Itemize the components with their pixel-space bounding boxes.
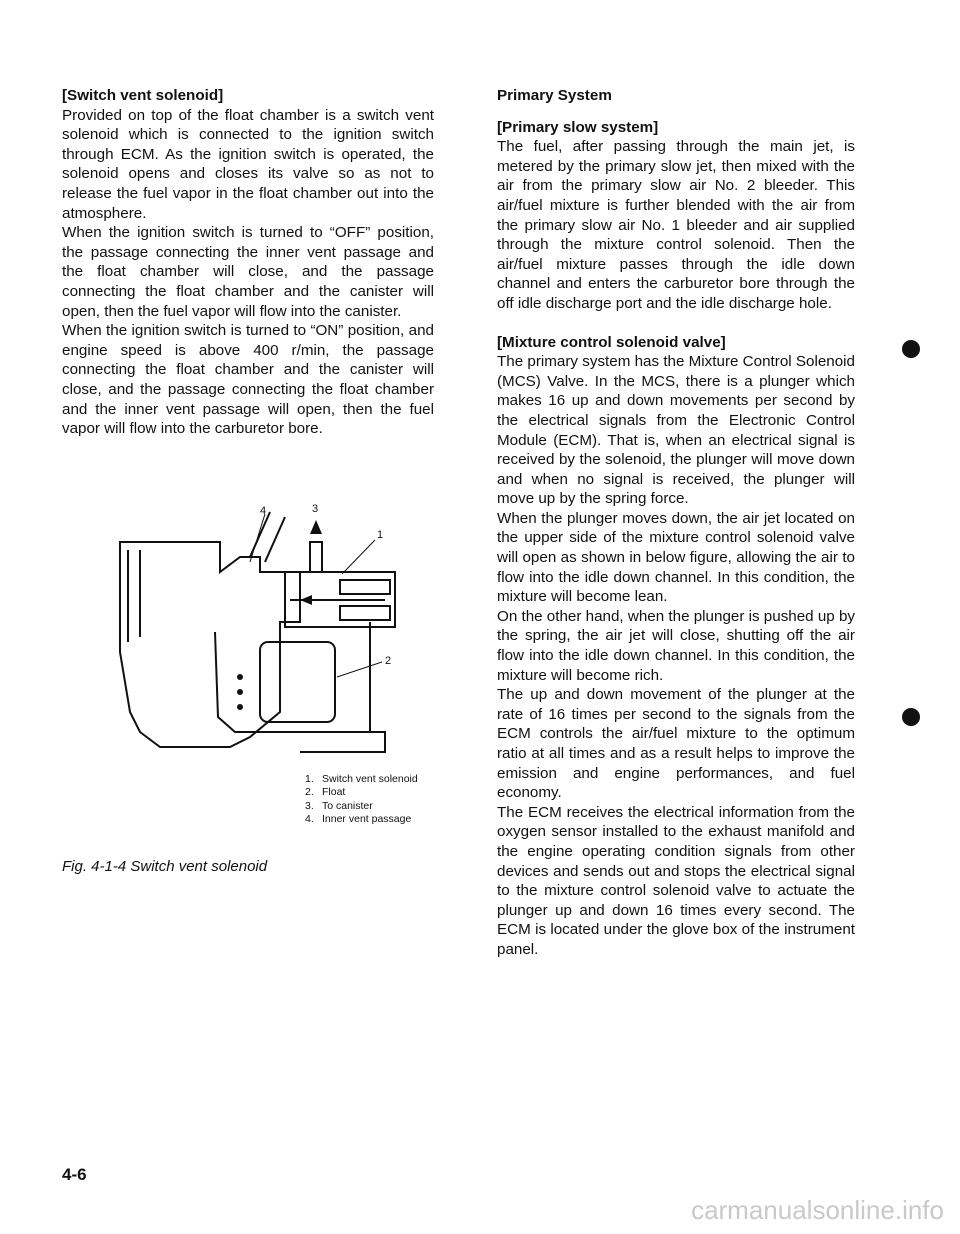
solenoid-coil-lower — [340, 606, 390, 620]
switch-vent-paragraph-2: When the ignition switch is turned to “OFF” position, the passage connecting the inner vent passage and the float chamber will close, and the passage connecting the float chamber and the canister will open, then the fuel vapor will flow into the canister. — [62, 224, 434, 320]
jet-hole — [237, 674, 243, 680]
flow-arrow-up — [310, 520, 322, 534]
switch-vent-paragraph-3: When the ignition switch is turned to “ON” position, and engine speed is above 400 r/min, the passage connecting the float chamber and the canister will close, and the passage connecting the float chamber and the inner vent passage will open, then the fuel vapor will flow into the carburetor bore. — [62, 322, 434, 438]
punch-hole-lower — [902, 708, 920, 726]
callout-1: 1 — [377, 529, 384, 541]
primary-slow-paragraph: The fuel, after passing through the main jet, is metered by the primary slow jet, then mixed with the air from the primary slow air No. 2 bleeder. This air/fuel mixture is further blended with the air from the primary slow air No. 1 bleeder and air supplied through the mixture control solenoid. Then the air/fuel mixture passes through the idle down channel and enters the carburetor bore through the off idle discharge port and the idle discharge hole. — [497, 138, 855, 312]
primary-system-title: Primary System — [497, 87, 612, 104]
left-column — [62, 86, 434, 439]
lower-passage — [300, 732, 385, 752]
carburetor-body-outline — [120, 542, 300, 747]
punch-hole-upper — [902, 340, 920, 358]
leader-line-1 — [342, 540, 375, 574]
primary-slow-heading: [Primary slow system] — [497, 118, 659, 136]
callout-2: 2 — [385, 655, 392, 667]
jet-hole — [237, 689, 243, 695]
carburetor-bore-wall — [128, 550, 140, 642]
flow-arrow-left — [300, 595, 312, 605]
mcs-paragraph-4: The up and down movement of the plunger at the rate of 16 times per second to the signals from the ECM controls the air/fuel mixture to the optimum ratio at all times and as a result helps to improve the emission and engine performances, and fuel economy. — [497, 686, 855, 802]
solenoid-coil-upper — [340, 580, 390, 594]
figure-legend — [305, 773, 418, 827]
mcs-paragraph-2: When the plunger moves down, the air jet located on the upper side of the mixture control solenoid valve will open as shown in below figure, allowing the air to flow into the idle down channel. In this condition, the mixture will become lean. — [497, 509, 855, 606]
legend-item: 4. Inner vent passage — [305, 813, 412, 826]
legend-item: 3. To canister — [305, 799, 373, 812]
mcs-heading: [Mixture control solenoid valve] — [497, 333, 726, 351]
switch-vent-heading: [Switch vent solenoid] — [62, 87, 224, 104]
leader-line-4 — [250, 514, 265, 562]
right-column — [497, 86, 855, 960]
canister-tube — [310, 542, 322, 572]
mcs-paragraph-3: On the other hand, when the plunger is pushed up by the spring, the air jet will close, shutting off the air flow into the idle down channel. In this condition, the mixture will become rich. — [497, 607, 856, 684]
page-number: 4-6 — [62, 1165, 87, 1184]
float — [260, 642, 335, 722]
inner-vent-passage — [250, 512, 285, 562]
leader-line-2 — [337, 662, 382, 677]
figure-caption: Fig. 4-1-4 Switch vent solenoid — [62, 858, 268, 875]
mcs-paragraph-1: The primary system has the Mixture Control Solenoid (MCS) Valve. In the MCS, there is a plunger which makes 16 up and down movements per second by the electrical signals from the Electronic Control Module (ECM). That is, when an electrical signal is received by the solenoid, the plunger will move down and when no signal is received, the plunger will move up by the spring force. — [497, 353, 855, 508]
legend-item: 1. Switch vent solenoid — [305, 773, 418, 785]
switch-vent-paragraph-1: Provided on top of the float chamber is a switch vent solenoid which is connected to the ignition switch through ECM. As the ignition switch is operated, the solenoid opens and closes its valve so as not to release the fuel vapor in the float chamber out into the atmosphere. — [62, 106, 434, 222]
watermark: carmanualsonline.info — [691, 1195, 944, 1225]
mcs-paragraph-5: The ECM receives the electrical information from the oxygen sensor installed to the exhaust manifold and the engine operating condition signals from other devices and sends out and stops the electrical signal to the mixture control solenoid valve to actuate the plunger up and down 16 times every second. The ECM is located under the glove box of the instrument panel. — [497, 803, 855, 958]
callout-4: 4 — [260, 505, 267, 517]
callout-3: 3 — [312, 503, 319, 515]
jet-hole — [237, 704, 243, 710]
legend-item: 2. Float — [305, 786, 346, 799]
switch-vent-solenoid-diagram — [100, 502, 400, 762]
